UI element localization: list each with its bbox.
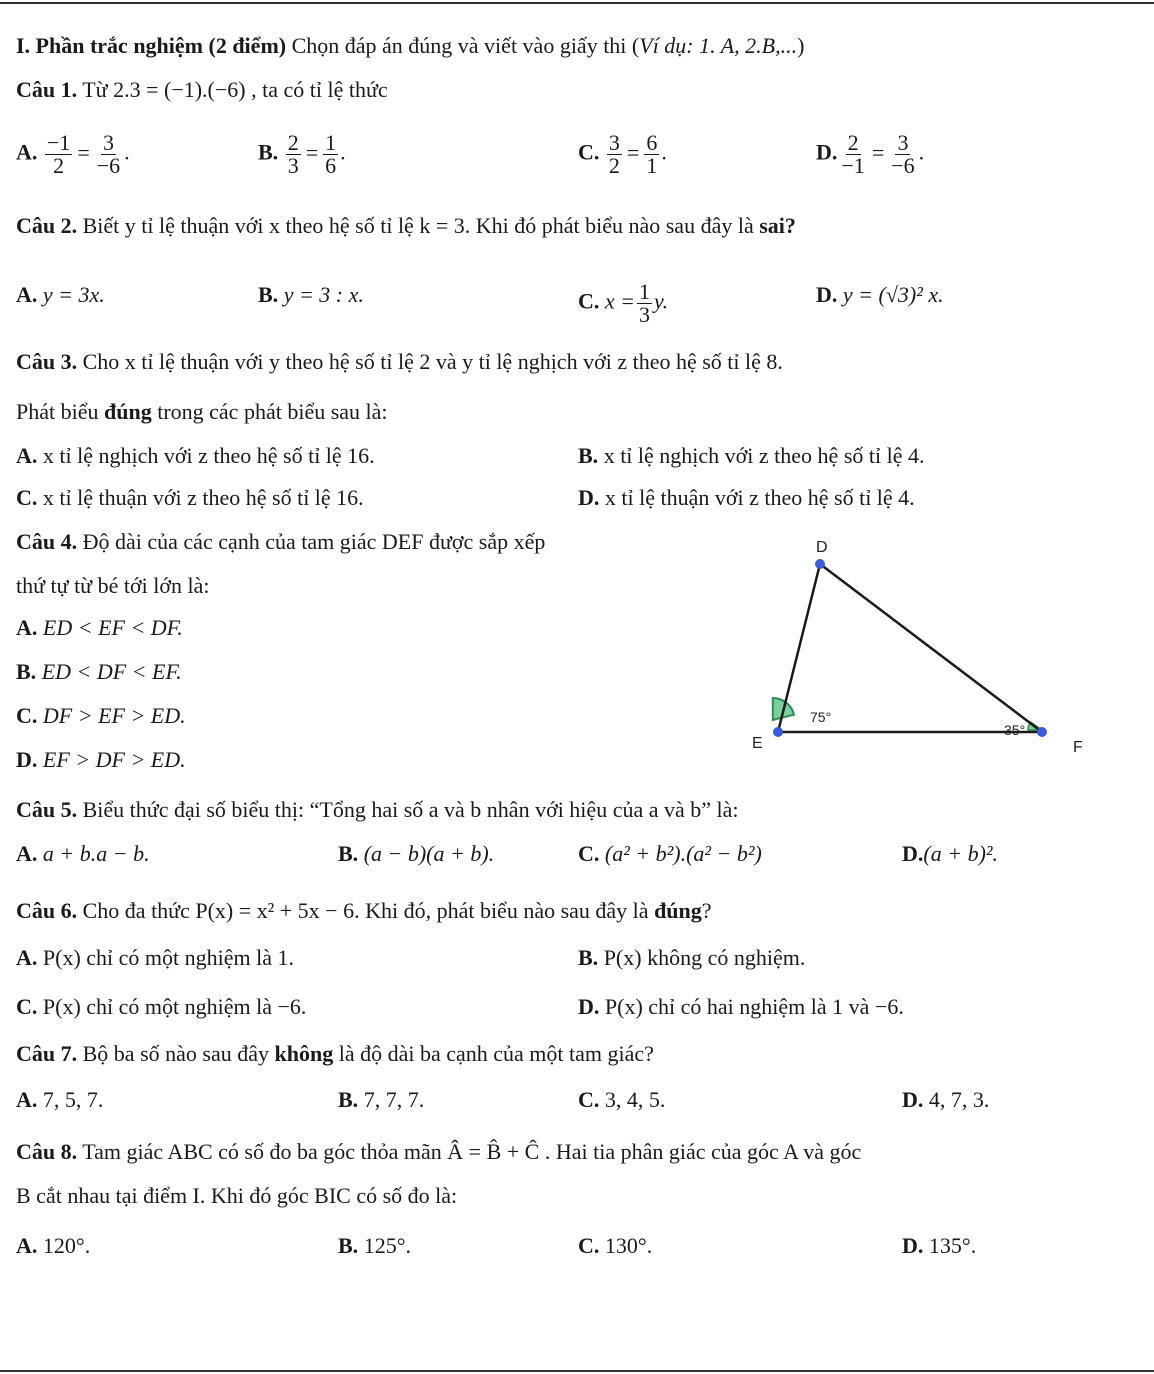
option-key: A.	[16, 282, 38, 307]
label-d: D	[816, 539, 828, 556]
bottom-rule	[0, 1370, 1154, 1372]
label-f: F	[1073, 739, 1083, 756]
q3-option-a[interactable]	[16, 442, 375, 470]
q6-option-b[interactable]	[578, 944, 805, 972]
q4-option-b[interactable]	[16, 658, 182, 686]
option-key: C.	[16, 703, 38, 728]
option-text: 7, 5, 7.	[37, 1087, 104, 1112]
question-2	[16, 212, 796, 240]
option-key: B.	[338, 1233, 359, 1258]
option-text: (a + b)².	[923, 841, 998, 866]
option-key: C.	[16, 485, 38, 510]
q3-option-d[interactable]	[578, 484, 915, 512]
q7-option-c[interactable]	[578, 1086, 665, 1114]
q1-option-a[interactable]: A. $\frac{-1}{2}$ = $\frac{3}{-6}$ .	[16, 130, 130, 178]
question-emphasis: đúng	[654, 898, 702, 923]
option-key: D.	[16, 747, 38, 772]
q2-option-d[interactable]	[816, 281, 944, 309]
fraction: $\frac{3}{-6}$	[96, 130, 121, 178]
question-label: Câu 7.	[16, 1041, 78, 1066]
q4-option-c[interactable]	[16, 702, 186, 730]
q1-option-b[interactable]: B. $\frac{2}{3}$ = $\frac{1}{6}$ .	[258, 130, 346, 178]
fraction: $\frac{2}{-1}$	[841, 130, 865, 178]
option-text: x tỉ lệ nghịch với z theo hệ số tỉ lệ 16.	[37, 443, 375, 468]
fraction: $\frac{2}{3}$	[287, 130, 299, 178]
q7-option-b[interactable]	[338, 1086, 424, 1114]
q5-option-b[interactable]	[338, 840, 494, 868]
option-text: a + b.a − b.	[37, 841, 150, 866]
option-text: 4, 7, 3.	[923, 1087, 990, 1112]
question-label: Câu 5.	[16, 797, 78, 822]
q2-option-a[interactable]	[16, 281, 105, 309]
option-text: y = 3 : x.	[283, 282, 364, 307]
question-6: Câu 6. Cho đa thức P(x) = x² + 5x − 6. Khi đó, phát biểu nào sau đây là đúng?	[16, 898, 712, 923]
angle-e-label: 75°	[810, 709, 832, 725]
option-text: P(x) chỉ có một nghiệm là 1.	[37, 945, 295, 970]
option-key: D.	[816, 139, 838, 165]
fraction: $\frac{1}{3}$	[639, 279, 651, 327]
q8-option-d[interactable]	[902, 1232, 976, 1260]
fraction: $\frac{1}{6}$	[325, 130, 337, 178]
question-7: Câu 7. Bộ ba số nào sau đây không là độ dài ba cạnh của một tam giác?	[16, 1041, 654, 1066]
option-key: B.	[338, 841, 359, 866]
question-text: Độ dài của các cạnh của tam giác DEF được sắp xếp	[77, 529, 546, 554]
question-emphasis: không	[274, 1041, 334, 1066]
question-emphasis: sai?	[759, 213, 796, 238]
option-key: A.	[16, 841, 38, 866]
q2-option-b[interactable]	[258, 281, 364, 309]
fraction: $\frac{-1}{2}$	[46, 130, 71, 178]
option-key: A.	[16, 1087, 38, 1112]
q3-option-c[interactable]	[16, 484, 364, 512]
point-d	[815, 559, 825, 569]
section-example: Ví dụ: 1. A, 2.B,...	[639, 33, 798, 58]
question-label: Câu 6.	[16, 898, 78, 923]
question-8	[16, 1138, 861, 1166]
option-key: B.	[258, 139, 279, 165]
option-text: (a − b)(a + b).	[358, 841, 495, 866]
section-header	[16, 32, 804, 60]
question-4-line2: thứ tự từ bé tới lớn là:	[16, 573, 210, 598]
option-key: C.	[578, 841, 600, 866]
option-text: 130°.	[599, 1233, 653, 1258]
label-e: E	[752, 735, 763, 752]
section-title: I. Phần trắc nghiệm (2 điểm)	[16, 33, 287, 58]
q7-option-d[interactable]	[902, 1086, 989, 1114]
fraction: $\frac{6}{1}$	[646, 130, 658, 178]
option-key: B.	[338, 1087, 359, 1112]
option-key: C.	[578, 288, 600, 314]
q4-option-a[interactable]	[16, 614, 183, 642]
question-text: Bộ ba số nào sau đây	[77, 1041, 275, 1066]
option-text: y = (√3)² x.	[842, 282, 944, 307]
point-e	[773, 727, 783, 737]
question-text: Tam giác ABC có số đo ba góc thỏa mãn Â = B̂ + Ĉ . Hai tia phân giác của góc A và góc	[77, 1139, 862, 1164]
question-8-line2: B cắt nhau tại điểm I. Khi đó góc BIC có số đo là:	[16, 1183, 458, 1208]
fraction: $\frac{3}{-6}$	[891, 130, 915, 178]
triangle-def	[778, 564, 1042, 732]
option-text: 125°.	[358, 1233, 411, 1258]
question-label: Câu 4.	[16, 529, 78, 554]
top-rule	[0, 2, 1154, 4]
question-text: Biểu thức đại số biểu thị: “Tổng hai số a và b nhân với hiệu của a và b” là:	[77, 797, 739, 822]
q3-option-b[interactable]	[578, 442, 924, 470]
option-text: 7, 7, 7.	[358, 1087, 425, 1112]
option-text: ED < DF < EF.	[36, 659, 182, 684]
q5-option-a[interactable]	[16, 840, 150, 868]
option-key: A.	[16, 139, 38, 165]
option-key: D.	[816, 282, 838, 307]
q8-option-c[interactable]	[578, 1232, 652, 1260]
option-text: EF > DF > ED.	[37, 747, 186, 772]
q2-option-c[interactable]: C. x = $\frac{1}{3}$ y.	[578, 279, 669, 327]
angle-f-label: 35°	[1004, 722, 1026, 738]
option-key: A.	[16, 1233, 38, 1258]
question-label: Câu 1.	[16, 77, 78, 102]
question-emphasis: đúng	[104, 399, 152, 424]
option-key: D.	[902, 1233, 924, 1258]
option-text: y = 3x.	[42, 282, 105, 307]
q7-option-a[interactable]	[16, 1086, 103, 1114]
fraction: $\frac{3}{2}$	[608, 130, 620, 178]
question-text: Cho đa thức P(x) = x² + 5x − 6. Khi đó, phát biểu nào sau đây là	[77, 898, 655, 923]
option-key: C.	[578, 139, 600, 165]
question-5	[16, 796, 739, 824]
q8-option-b[interactable]	[338, 1232, 411, 1260]
q4-option-d[interactable]	[16, 746, 186, 774]
triangle-def-figure	[740, 530, 1100, 770]
question-label: Câu 3.	[16, 349, 78, 374]
question-label: Câu 8.	[16, 1139, 78, 1164]
option-text: 135°.	[923, 1233, 977, 1258]
option-text: P(x) chỉ có hai nghiệm là 1 và −6.	[599, 994, 904, 1019]
q6-option-a[interactable]	[16, 944, 294, 972]
option-text: P(x) không có nghiệm.	[598, 945, 806, 970]
option-text: ED < EF < DF.	[37, 615, 183, 640]
q6-option-c[interactable]	[16, 993, 306, 1021]
question-3-line2: Phát biểu đúng trong các phát biểu sau là:	[16, 399, 388, 424]
option-key: D.	[902, 1087, 924, 1112]
option-text: 120°.	[37, 1233, 91, 1258]
option-key: B.	[258, 282, 279, 307]
question-text: Biết y tỉ lệ thuận với x theo hệ số tỉ lệ k = 3. Khi đó phát biểu nào sau đây là	[77, 213, 760, 238]
section-close: )	[797, 33, 805, 58]
q5-option-d[interactable]	[902, 840, 998, 868]
option-key: B.	[16, 659, 37, 684]
option-key: C.	[578, 1233, 600, 1258]
option-key: D.	[578, 485, 600, 510]
option-text: (a² + b²).(a² − b²)	[599, 841, 762, 866]
q1-option-d[interactable]: D. $\frac{2}{-1}$ = $\frac{3}{-6}$ .	[816, 130, 925, 178]
option-key: C.	[578, 1087, 600, 1112]
question-label: Câu 2.	[16, 213, 78, 238]
option-text: x tỉ lệ thuận với z theo hệ số tỉ lệ 4.	[599, 485, 915, 510]
option-text: x tỉ lệ thuận với z theo hệ số tỉ lệ 16.	[37, 485, 364, 510]
option-key: A.	[16, 945, 38, 970]
question-4	[16, 528, 545, 556]
question-3	[16, 348, 783, 376]
option-key: C.	[16, 994, 38, 1019]
point-f	[1037, 727, 1047, 737]
option-text: 3, 4, 5.	[599, 1087, 666, 1112]
q8-option-a[interactable]	[16, 1232, 90, 1260]
option-key: B.	[578, 945, 599, 970]
q6-option-d[interactable]	[578, 993, 904, 1021]
option-key: A.	[16, 443, 38, 468]
question-text: Cho x tỉ lệ thuận với y theo hệ số tỉ lệ 2 và y tỉ lệ nghịch với z theo hệ số tỉ lệ 8.	[77, 349, 783, 374]
option-text: x tỉ lệ nghịch với z theo hệ số tỉ lệ 4.	[598, 443, 925, 468]
q5-option-c[interactable]	[578, 840, 762, 868]
section-instruction: Chọn đáp án đúng và viết vào giấy thi (	[286, 33, 640, 58]
option-text: DF > EF > ED.	[37, 703, 186, 728]
option-key: D.	[902, 841, 924, 866]
option-text: P(x) chỉ có một nghiệm là −6.	[37, 994, 307, 1019]
option-key: B.	[578, 443, 599, 468]
option-key: A.	[16, 615, 38, 640]
question-1	[16, 76, 388, 104]
question-text: Từ 2.3 = (−1).(−6) , ta có tỉ lệ thức	[77, 77, 388, 102]
q1-option-c[interactable]: C. $\frac{3}{2}$ = $\frac{6}{1}$ .	[578, 130, 667, 178]
option-key: D.	[578, 994, 600, 1019]
